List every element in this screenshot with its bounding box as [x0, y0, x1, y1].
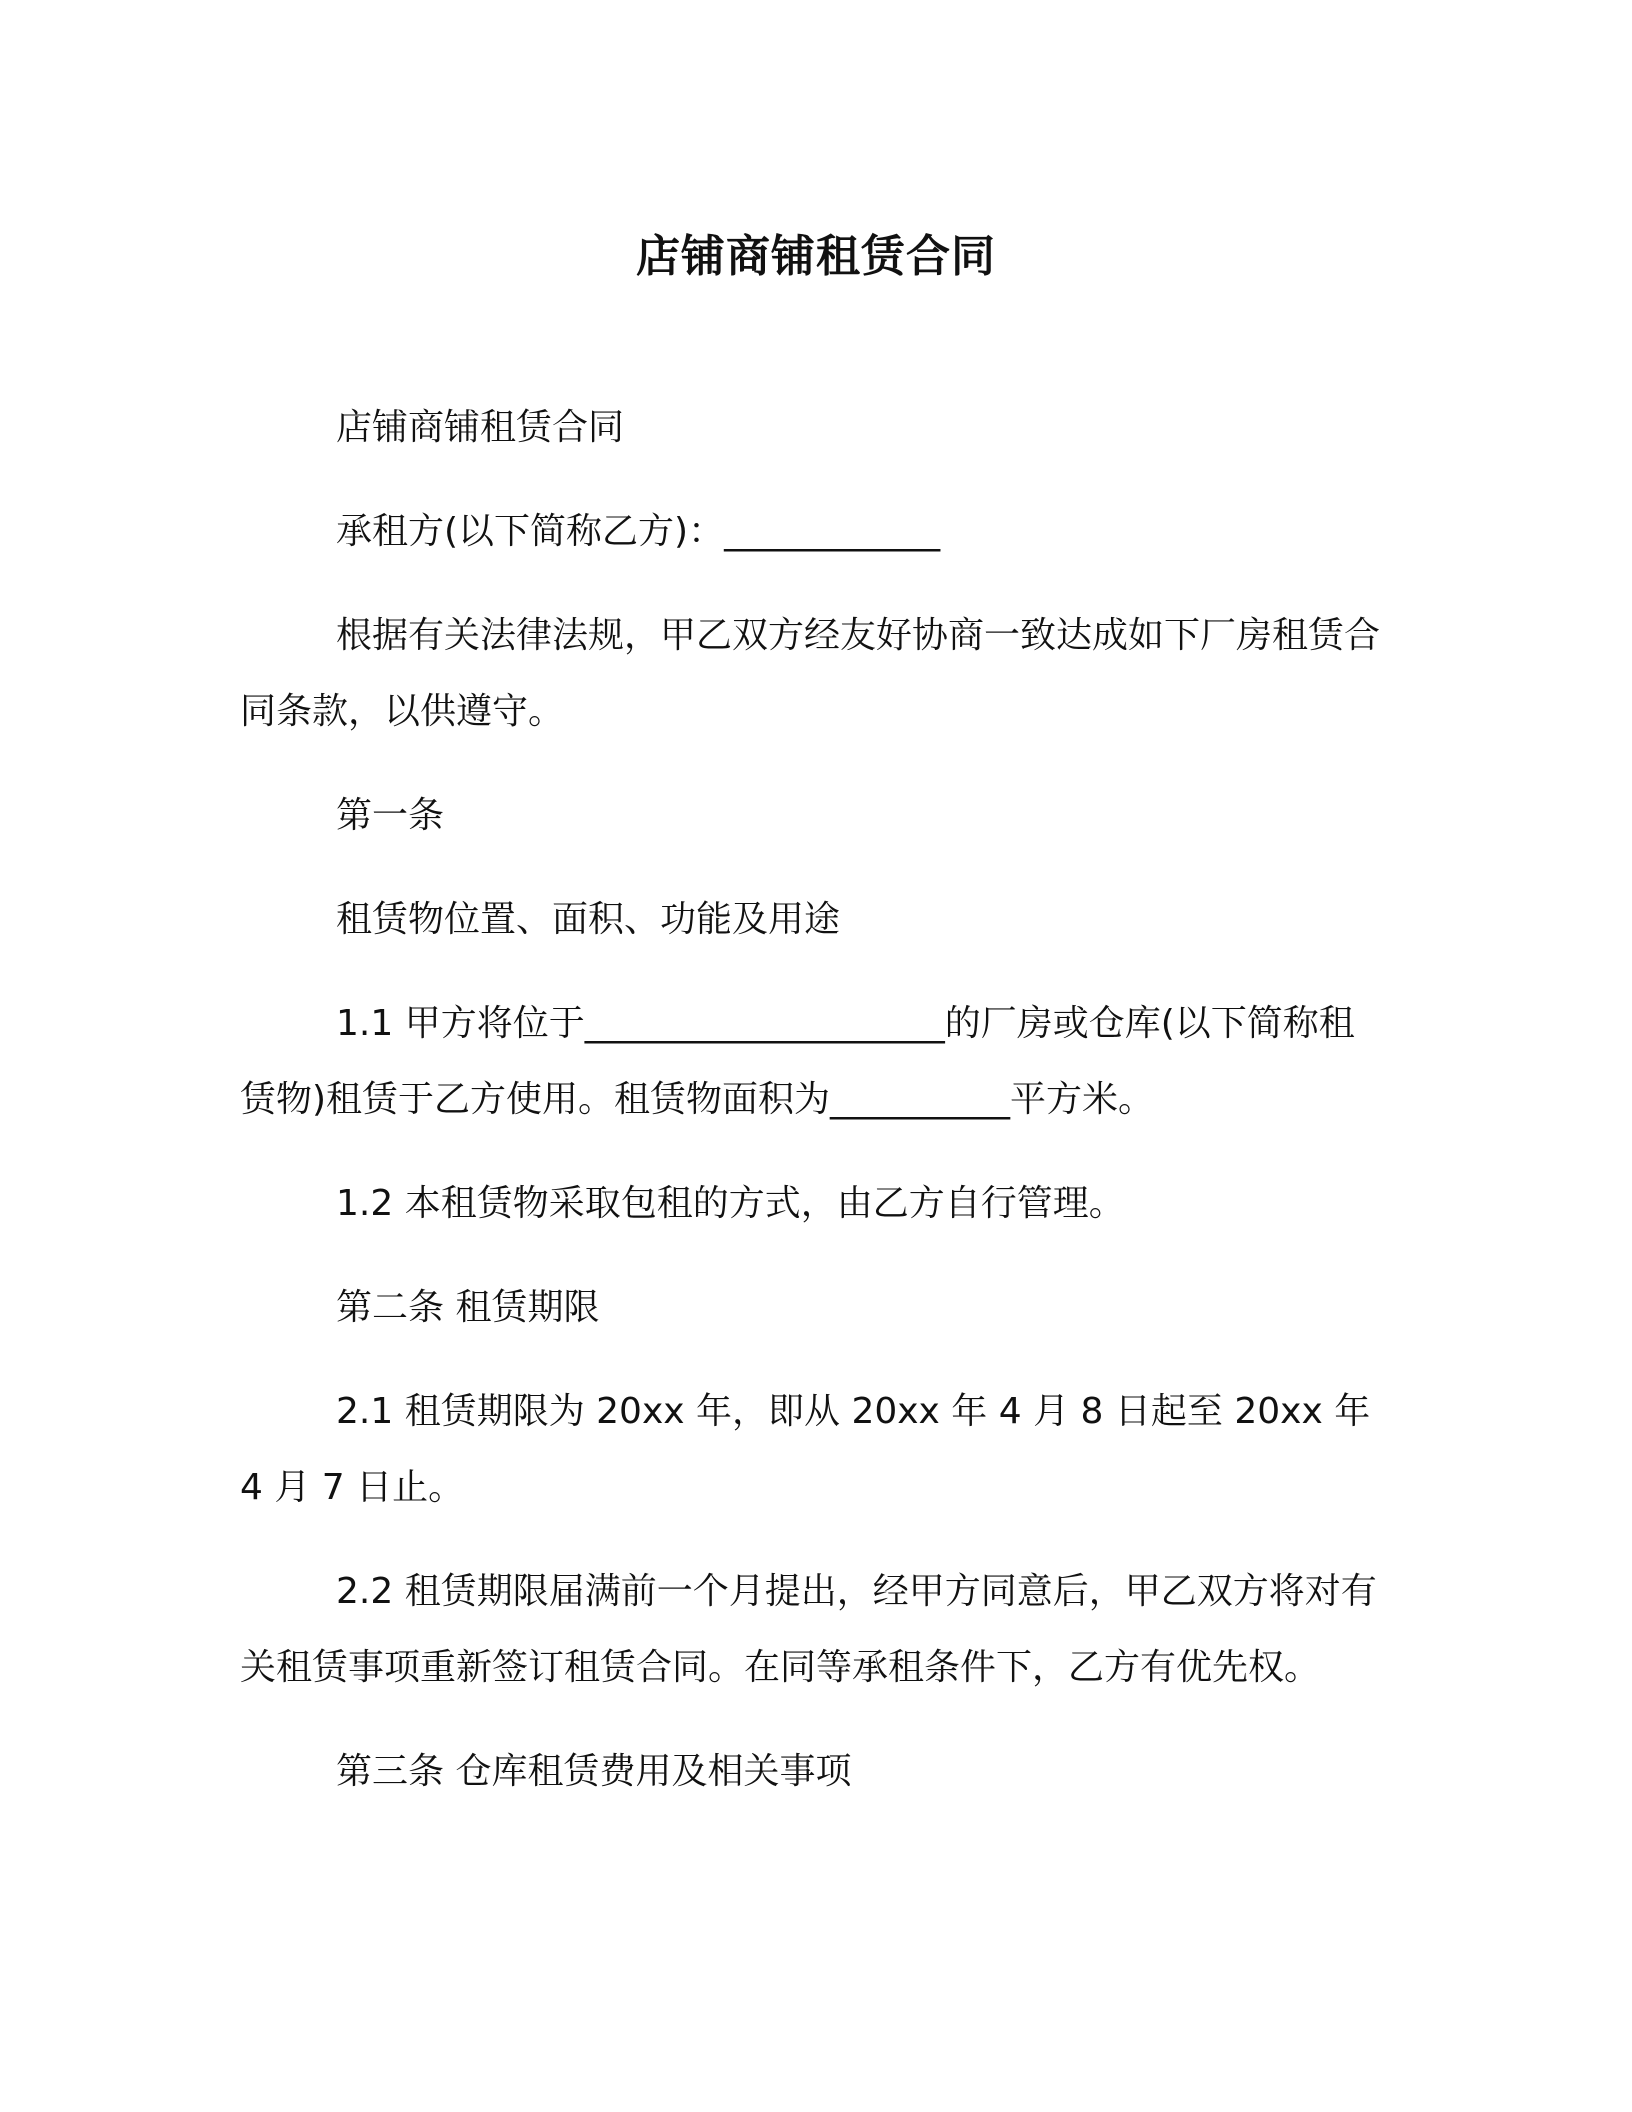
- paragraph-subtitle: 店铺商铺租赁合同: [336, 407, 625, 448]
- clause-2-2: 2.2 租赁期限届满前一个月提出，经甲方同意后，甲乙双方将对有关租赁事项重新签订租赁合同。在同等承租条件下，乙方有优先权。: [240, 1571, 1377, 1688]
- clause-1-1: 1.1 甲方将位于____________________的厂房或仓库(以下简称租赁物)租赁于乙方使用。租赁物面积为__________平方米。: [240, 1003, 1355, 1120]
- clause-1-2: 1.2 本租赁物采取包租的方式，由乙方自行管理。: [336, 1183, 1125, 1224]
- article-2-heading: 第二条 租赁期限: [336, 1287, 600, 1328]
- article-1-heading: 第一条: [336, 795, 445, 836]
- paragraph-lessee: 承租方(以下简称乙方)：____________: [336, 511, 941, 552]
- article-1-subheading: 租赁物位置、面积、功能及用途: [336, 899, 841, 940]
- paragraph-preamble: 根据有关法律法规，甲乙双方经友好协商一致达成如下厂房租赁合同条款，以供遵守。: [240, 615, 1381, 732]
- article-3-heading: 第三条 仓库租赁费用及相关事项: [336, 1751, 852, 1792]
- document-title: 店铺商铺租赁合同: [636, 231, 996, 282]
- clause-2-1: 2.1 租赁期限为 20xx 年，即从 20xx 年 4 月 8 日起至 20xx 年 4 月 7 日止。: [240, 1391, 1371, 1508]
- document-body: [240, 390, 1390, 1838]
